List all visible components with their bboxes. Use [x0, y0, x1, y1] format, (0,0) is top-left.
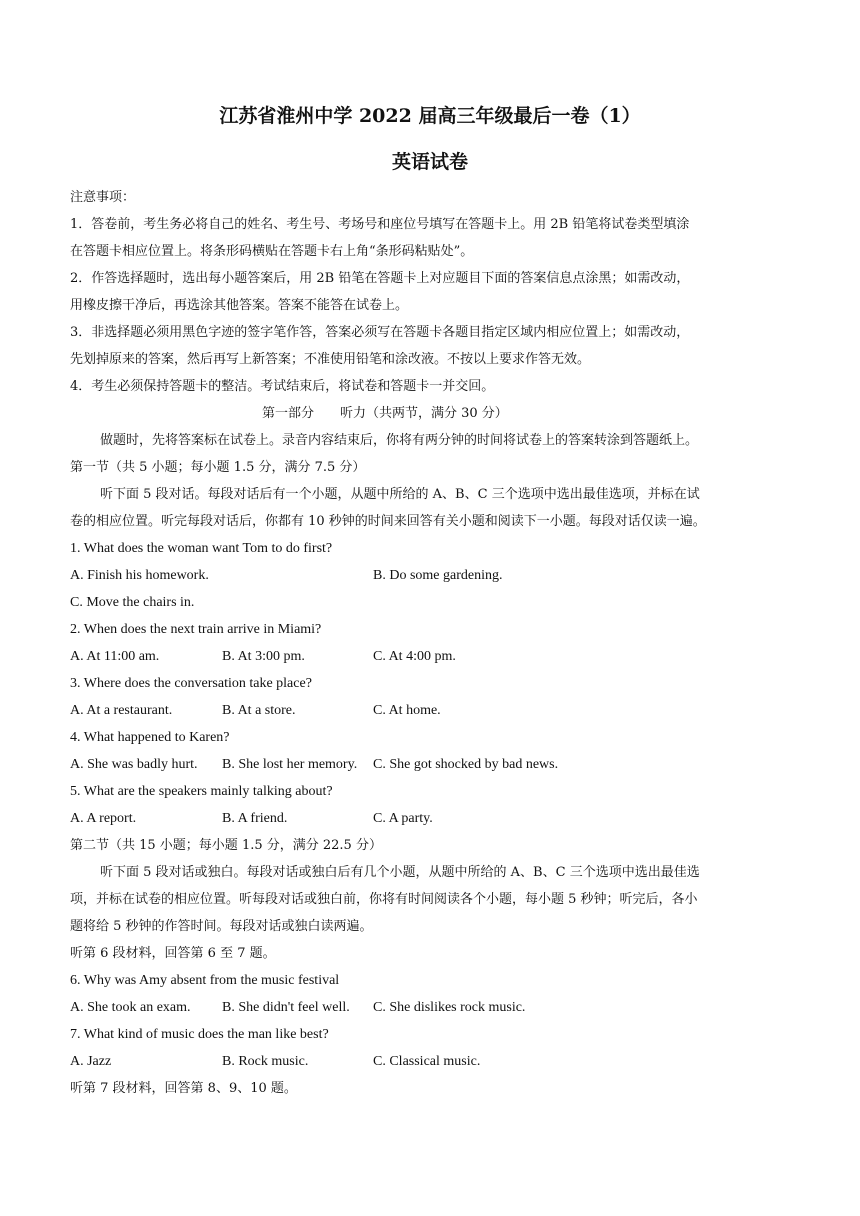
- part1-heading: 第一部分 听力（共两节，满分 30 分）: [262, 406, 508, 421]
- material-6-instruction: 听第 6 段材料，回答第 6 至 7 题。: [70, 946, 276, 961]
- part1-intro: 做题时，先将答案标在试卷上。录音内容结束后，你将有两分钟的时间将试卷上的答案转涂到答题纸上。: [100, 433, 699, 448]
- question-3-option-a: A. At a restaurant.: [70, 703, 173, 718]
- notice-heading: 注意事项：: [70, 190, 136, 205]
- question-1-option-b: B. Do some gardening.: [373, 568, 503, 583]
- question-7-option-b: B. Rock music.: [222, 1054, 309, 1069]
- notice-item-1-cont: 在答题卡相应位置上。将条形码横贴在答题卡右上角“条形码粘贴处”。: [70, 244, 474, 259]
- notice-item-2: 2．作答选择题时，选出每小题答案后，用 2B 铅笔在答题卡上对应题目下面的答案信息点涂黑；如需改动，: [70, 271, 690, 286]
- section2-intro-cont-2: 题将给 5 秒钟的作答时间。每段对话或独白读两遍。: [70, 919, 373, 934]
- question-1-option-a: A. Finish his homework.: [70, 568, 209, 583]
- question-5-stem: 5. What are the speakers mainly talking about?: [70, 784, 333, 799]
- question-1-stem: 1. What does the woman want Tom to do first?: [70, 541, 333, 556]
- section1-heading: 第一节（共 5 小题；每小题 1.5 分，满分 7.5 分）: [70, 460, 366, 475]
- notice-item-3: 3．非选择题必须用黑色字迹的签字笔作答，答案必须写在答题卡各题目指定区域内相应位置上；如需改动，: [70, 325, 690, 340]
- section1-intro: 听下面 5 段对话。每段对话后有一个小题，从题中所给的 A、B、C 三个选项中选出最佳选项，并标在试: [100, 487, 700, 502]
- question-2-stem: 2. When does the next train arrive in Miami?: [70, 622, 322, 637]
- section2-heading: 第二节（共 15 小题；每小题 1.5 分，满分 22.5 分）: [70, 838, 382, 853]
- material-7-instruction: 听第 7 段材料，回答第 8、9、10 题。: [70, 1081, 297, 1096]
- question-2-option-c: C. At 4:00 pm.: [373, 649, 456, 664]
- question-6-option-b: B. She didn't feel well.: [222, 1000, 350, 1015]
- question-5-option-c: C. A party.: [373, 811, 433, 826]
- question-5-option-b: B. A friend.: [222, 811, 288, 826]
- section2-intro: 听下面 5 段对话或独白。每段对话或独白后有几个小题，从题中所给的 A、B、C 三个选项中选出最佳选: [100, 865, 700, 880]
- question-2-option-a: A. At 11:00 am.: [70, 649, 160, 664]
- section1-intro-cont: 卷的相应位置。听完每段对话后，你都有 10 秒钟的时间来回答有关小题和阅读下一小题。每段对话仅读一遍。: [70, 514, 706, 529]
- exam-title: 江苏省淮州中学 2022 届高三年级最后一卷（1）: [219, 105, 641, 127]
- question-1-option-c: C. Move the chairs in.: [70, 595, 195, 610]
- section2-intro-cont-1: 项，并标在试卷的相应位置。听每段对话或独白前，你将有时间阅读各个小题，每小题 5 秒钟；听完后，各小: [70, 892, 698, 907]
- question-4-stem: 4. What happened to Karen?: [70, 730, 230, 745]
- question-5-option-a: A. A report.: [70, 811, 137, 826]
- notice-item-4: 4．考生必须保持答题卡的整洁。考试结束后，将试卷和答题卡一并交回。: [70, 379, 495, 394]
- question-7-option-c: C. Classical music.: [373, 1054, 481, 1069]
- question-3-option-b: B. At a store.: [222, 703, 296, 718]
- notice-item-1: 1．答卷前，考生务必将自己的姓名、考生号、考场号和座位号填写在答题卡上。用 2B 铅笔将试卷类型填涂: [70, 217, 690, 232]
- question-4-option-a: A. She was badly hurt.: [70, 757, 198, 772]
- notice-item-3-cont: 先划掉原来的答案，然后再写上新答案；不准使用铅笔和涂改液。不按以上要求作答无效。: [70, 352, 591, 367]
- question-4-option-b: B. She lost her memory.: [222, 757, 358, 772]
- question-6-option-c: C. She dislikes rock music.: [373, 1000, 526, 1015]
- question-4-option-c: C. She got shocked by bad news.: [373, 757, 559, 772]
- notice-item-2-cont: 用橡皮擦干净后，再选涂其他答案。答案不能答在试卷上。: [70, 298, 409, 313]
- question-3-stem: 3. Where does the conversation take place?: [70, 676, 312, 691]
- question-3-option-c: C. At home.: [373, 703, 441, 718]
- question-6-stem: 6. Why was Amy absent from the music festival: [70, 973, 340, 988]
- question-6-option-a: A. She took an exam.: [70, 1000, 191, 1015]
- question-2-option-b: B. At 3:00 pm.: [222, 649, 305, 664]
- question-7-stem: 7. What kind of music does the man like best?: [70, 1027, 329, 1042]
- exam-subtitle: 英语试卷: [391, 151, 468, 173]
- question-7-option-a: A. Jazz: [70, 1054, 112, 1069]
